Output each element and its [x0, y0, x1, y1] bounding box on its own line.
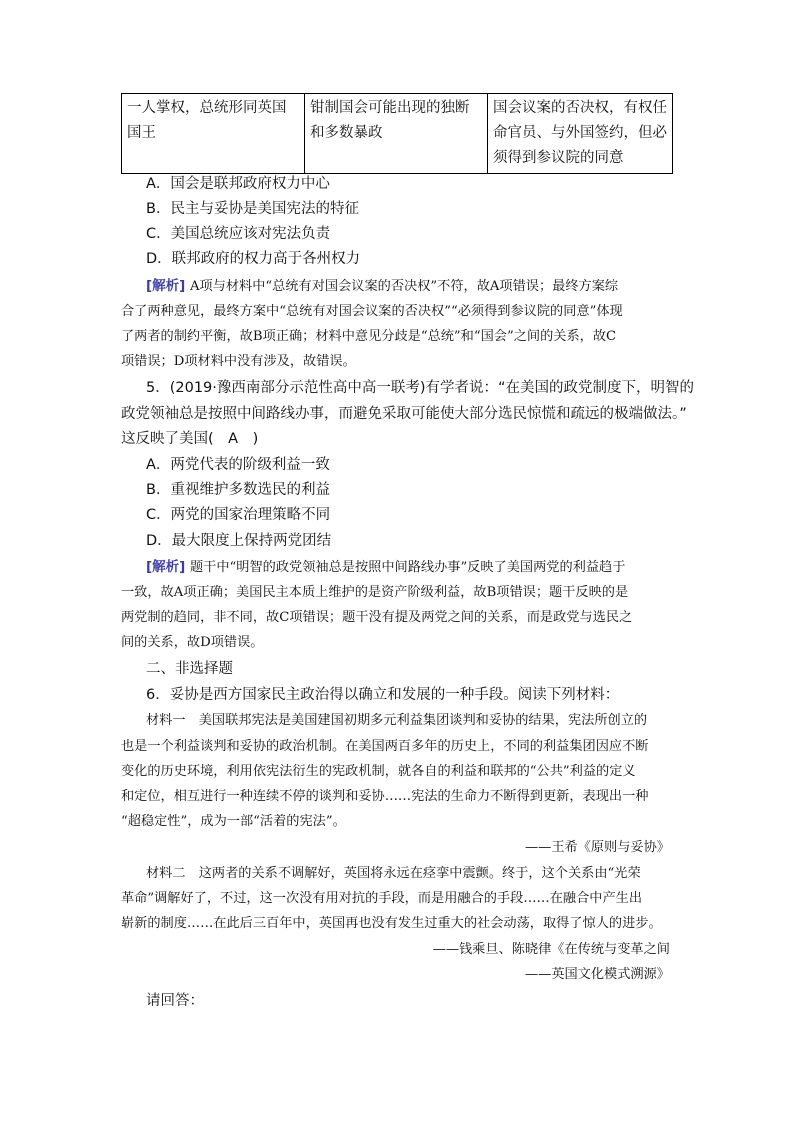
q5-explanation-line: 一致，故A项正确；美国民主本质上维护的是资产阶级利益，故B项错误；题干反映的是 [121, 585, 629, 600]
material1-line: 材料一 美国联邦宪法是美国建国初期多元利益集团谈判和妥协的结果，宪法所创立的 [146, 713, 648, 728]
explanation-label: [解析] [146, 278, 186, 294]
q5-option-b: B．重视维护多数选民的利益 [146, 482, 330, 498]
table-cell: 国会议案的否决权，有权任命官员、与外国签约，但必须得到参议院的同意 [488, 94, 673, 174]
q4-option-d: D．联邦政府的权力高于各州权力 [146, 251, 361, 267]
q5-explanation-line: [解析] 题干中“明智的政党领袖总是按照中间路线办事”反映了美国两党的利益趋于 [146, 559, 626, 575]
q5-option-a: A．两党代表的阶级利益一致 [146, 457, 330, 473]
q4-option-c: C．美国总统应该对宪法负责 [146, 226, 331, 242]
q5-explanation-line: 间的关系，故D项错误。 [121, 635, 264, 650]
q6-stem: 6．妥协是西方国家民主政治得以确立和发展的一种手段。阅读下列材料： [146, 687, 620, 703]
q4-explanation-line: 合了两种意见，最终方案中“总统有对国会议案的否决权”“必须得到参议院的同意”体现 [121, 304, 623, 319]
q6-prompt: 请回答： [146, 993, 204, 1009]
q5-stem-line: 政党领袖总是按照中间路线办事，而避免采取可能使大部分选民惊慌和疏远的极端做法。” [121, 406, 687, 422]
q4-option-a: A．国会是联邦政府权力中心 [146, 176, 330, 192]
section-heading: 二、非选择题 [146, 661, 233, 677]
q5-option-d: D．最大限度上保持两党团结 [146, 533, 332, 549]
table-cell: 钳制国会可能出现的独断和多数暴政 [305, 94, 488, 174]
material1-line: “超稳定性”，成为一部“活着的宪法”。 [121, 814, 346, 829]
material2-line: 革命”调解好了，不过，这一次没有用对抗的手段，而是用融合的手段……在融合中产生出 [121, 891, 643, 906]
proposal-table [121, 93, 673, 174]
material2-source: ——钱乘旦、陈晓律《在传统与变革之间 [432, 942, 670, 957]
q4-option-b: B．民主与妥协是美国宪法的特征 [146, 201, 359, 217]
table-cell: 一人掌权，总统形同英国国王 [122, 94, 305, 174]
q4-explanation-line: 项错误；D项材料中没有涉及，故错误。 [121, 354, 356, 369]
q4-explanation-line: 了两者的制约平衡，故B项正确；材料中意见分歧是“总统”和“国会”之间的关系，故C [121, 329, 617, 344]
explanation-label: [解析] [146, 559, 186, 575]
material2-source: ——英国文化模式溯源》 [524, 967, 670, 982]
q5-explanation-line: 两党制的趋同，非不同，故C项错误；题干没有提及两党之间的关系，而是政党与选民之 [121, 610, 633, 625]
material2-line: 材料二 这两者的关系不调解好，英国将永远在痉挛中震颤。终于，这个关系由“光荣 [146, 866, 641, 881]
material2-line: 崭新的制度……在此后三百年中，英国再也没有发生过重大的社会动荡，取得了惊人的进步。 [121, 916, 662, 931]
material1-line: 也是一个利益谈判和妥协的政治机制。在美国两百多年的历史上，不同的利益集团因应不断 [121, 739, 649, 754]
table-row [122, 94, 673, 174]
material1-line: 变化的历史环境，利用依宪法衍生的宪政机制，就各自的利益和联邦的“公共”利益的定义 [121, 764, 636, 779]
q5-option-c: C．两党的国家治理策略不同 [146, 507, 331, 523]
q5-stem-line: 5．(2019·豫西南部分示范性高中高一联考)有学者说：“在美国的政党制度下，明智的 [146, 380, 695, 396]
q5-stem-line: 这反映了美国( A ) [121, 431, 259, 447]
q4-explanation-line: [解析] A项与材料中“总统有对国会议案的否决权”不符，故A项错误；最终方案综 [146, 278, 619, 294]
material1-source: ——王希《原则与妥协》 [524, 840, 670, 855]
material1-line: 和定位，相互进行一种连续不停的谈判和妥协……宪法的生命力不断得到更新，表现出一种 [121, 789, 649, 804]
